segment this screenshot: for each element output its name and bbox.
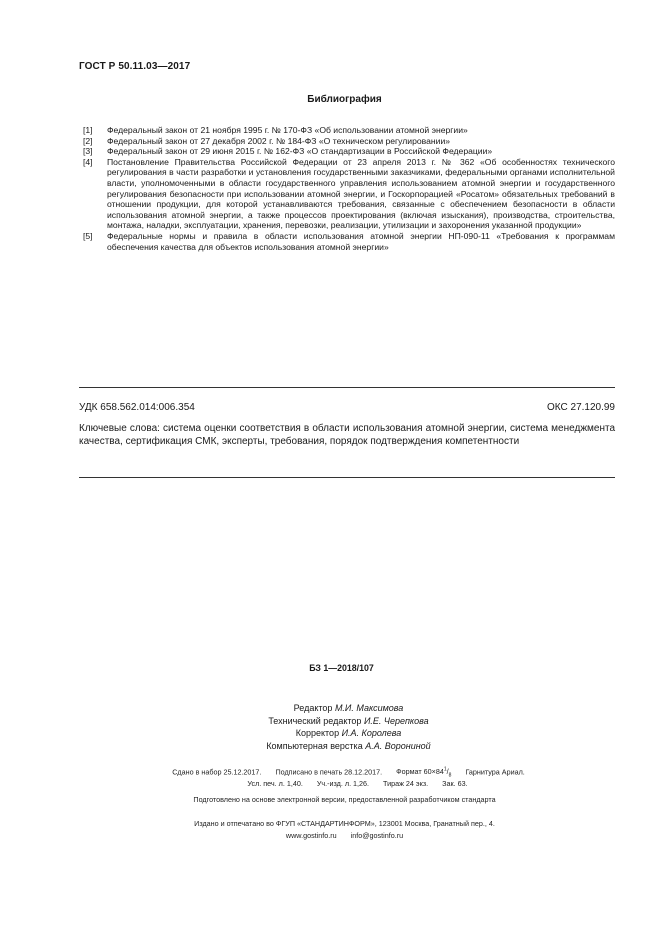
print-info-line-1 (0, 767, 661, 779)
oks-code: ОКС 27.120.99 (547, 402, 615, 413)
udk-code: УДК 658.562.014:006.354 (79, 402, 195, 413)
typeface: Гарнитура Ариал. (465, 767, 525, 777)
prepared-note: Подготовлено на основе электронной версии, предоставленной разработчиком стандарта (193, 795, 496, 804)
bibliography-item (83, 157, 615, 231)
credit-label: Корректор (295, 728, 340, 738)
bibliography-item-text: Постановление Правительства Российской Федерации от 23 апреля 2013 г. № 362 «Об особенностях технического регулирования в части разработки и установления государственными заказчиками, федеральными органами исполнительной власти, уполномоченными в области государственного управления использованием атомной энергии и государственного регулирования безопасности при использовании атомной энергии, и Госкорпорацией «Росатом» обязательных требований в отношении продукции, для которой устанавливаются требования, связанные с обеспечением безопасности в области использования атомной энергии, а также процессов проектирования (включая изыскания), производства, строительства, монтажа, наладки, эксплуатации, хранения, перевозки, реализации, утилизации и захоронения указанной продукции» (107, 156, 615, 231)
bibliography-item-text: Федеральный закон от 27 декабря 2002 г. № 184-ФЗ «О техническом регулировании» (107, 135, 451, 146)
sent-to-set: Сдано в набор 25.12.2017. (172, 767, 262, 777)
credit-label: Компьютерная верстка (266, 740, 363, 751)
credit-label: Технический редактор (268, 715, 362, 726)
paper-format: Формат $60\times 84^1/_8$ (396, 767, 452, 779)
bz-number: БЗ 1—2018/107 (309, 663, 374, 673)
bibliography-item-text: Федеральные нормы и правила в области использования атомной энергии НП-090-11 «Требования к программам обеспечения качества для объектов использования атомной энергии» (107, 230, 615, 252)
credit-tech-editor (36, 715, 661, 728)
credit-name: М.И. Максимова (334, 703, 404, 713)
keywords: Ключевые слова: система оценки соответствия в области использования атомной энергии, система менеджмента качества, сертификация СМК, эксперты, требования, порядок подтверждения компетентности (79, 423, 615, 447)
publisher-info: Издано и отпечатано во ФГУП «СТАНДАРТИНФОРМ», 123001 Москва, Гранатный пер., 4. (194, 819, 495, 828)
credit-editor (36, 702, 661, 715)
bibliography-item (83, 231, 615, 252)
credit-name: А.А. Ворониной (365, 740, 431, 751)
bibliography-item-text: Федеральный закон от 29 июня 2015 г. № 162-ФЗ «О стандартизации в Российской Федерации» (107, 146, 493, 157)
bibliography-item-number: [1] (83, 125, 93, 135)
format-value: Формат 60×84 (396, 767, 444, 777)
website-link[interactable]: www.gostinfo.ru (285, 831, 337, 840)
document-header: ГОСТ Р 50.11.03—2017 (79, 61, 191, 72)
divider-top (79, 387, 615, 388)
email-link[interactable]: info@gostinfo.ru (350, 831, 404, 840)
order-number: Зак. 63. (442, 779, 468, 788)
credit-name: И.Е. Черепкова (363, 715, 429, 726)
bibliography-item-number: [3] (83, 146, 93, 157)
format-sup: 1 (443, 767, 447, 773)
classification-row (79, 402, 615, 413)
bibliography-title: Библиография (307, 94, 382, 105)
credit-corrector (36, 727, 661, 740)
signed-to-print: Подписано в печать 28.12.2017. (275, 767, 383, 777)
print-run: Тираж 24 экз. (383, 779, 429, 788)
divider-bottom (79, 477, 615, 478)
bibliography-item-number: [4] (83, 156, 93, 167)
credits-block (0, 702, 661, 752)
bibliography-item (83, 125, 615, 136)
credit-label: Редактор (293, 703, 333, 713)
publishing-sheets: Уч.-изд. л. 1,26. (316, 779, 370, 788)
print-info-line-2 (0, 779, 661, 788)
bibliography-item-number: [2] (83, 135, 93, 146)
printed-sheets: Усл. печ. л. 1,40. (247, 779, 303, 788)
bibliography-item (83, 146, 615, 157)
format-sub: 8 (448, 772, 452, 779)
bibliography-item-text: Федеральный закон от 21 ноября 1995 г. № 170-ФЗ «Об использовании атомной энергии» (107, 125, 468, 135)
bibliography-item (83, 136, 615, 147)
credit-name: И.А. Королева (341, 728, 402, 738)
bibliography-list (83, 125, 615, 252)
bibliography-item-number: [5] (83, 230, 93, 241)
credit-layout (36, 740, 661, 753)
publisher-contacts (0, 831, 661, 840)
